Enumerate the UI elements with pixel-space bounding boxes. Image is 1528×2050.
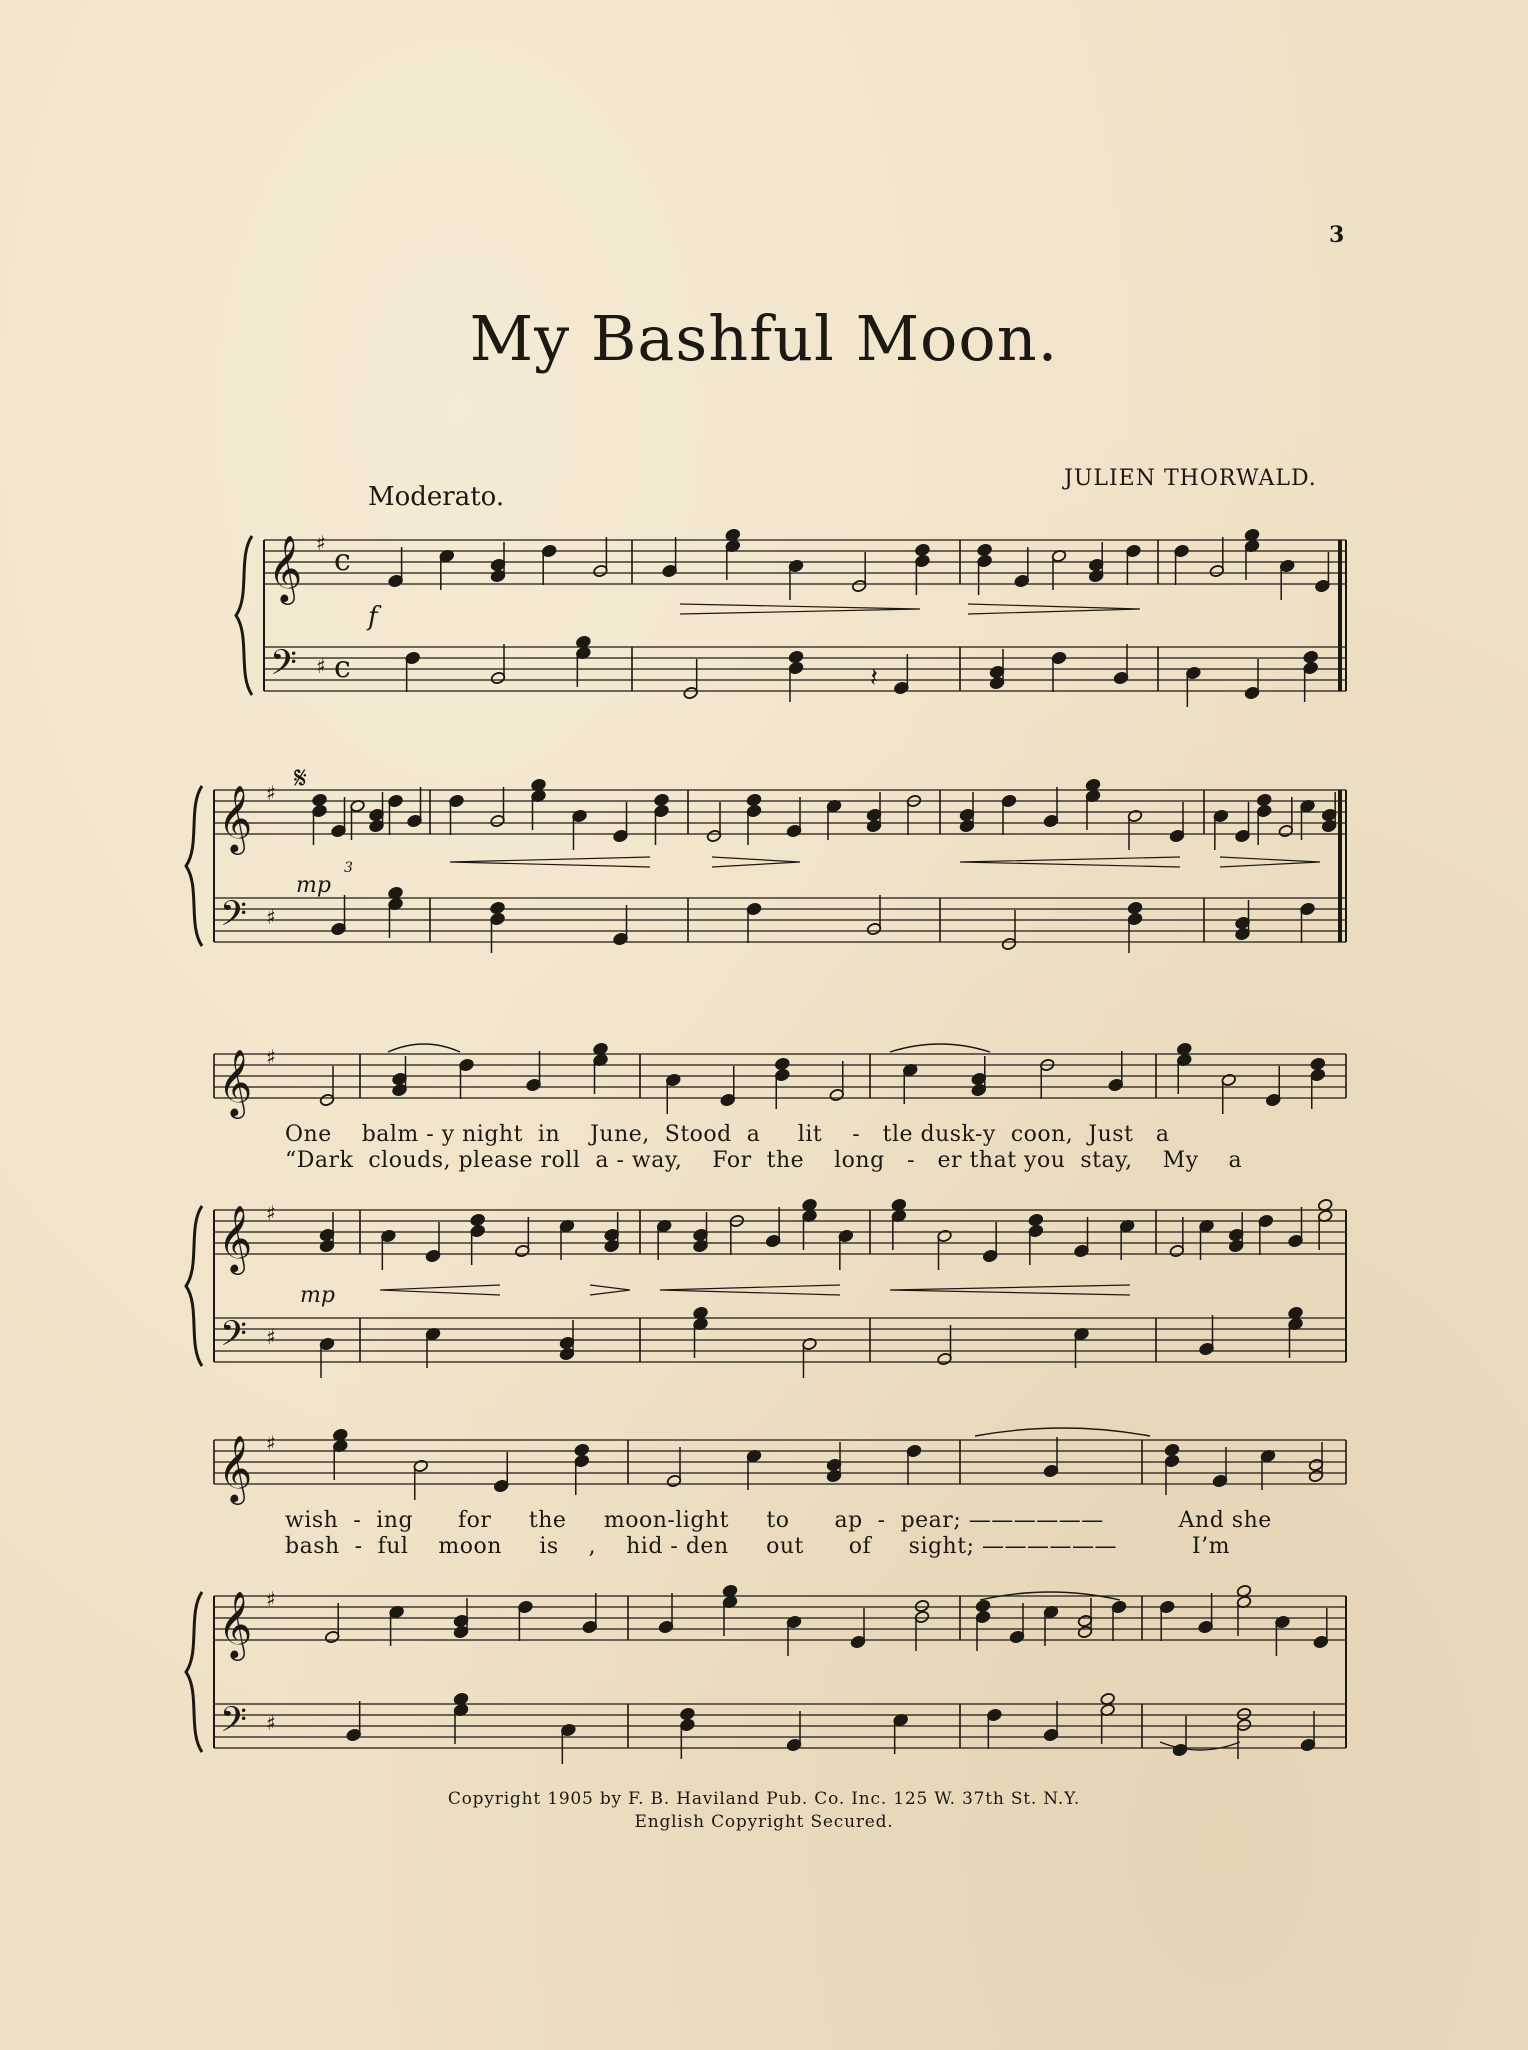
slur <box>975 1428 1150 1436</box>
slur <box>1160 1742 1240 1750</box>
note-head <box>915 543 930 556</box>
crescendo-mark <box>660 1285 840 1295</box>
note-head <box>1236 1707 1251 1720</box>
copyright-line: Copyright 1905 by F. B. Haviland Pub. Co. Inc. 125 W. 37th St. N.Y. <box>447 1789 1081 1809</box>
note-head <box>1028 1213 1043 1226</box>
decrescendo-mark <box>712 857 800 867</box>
treble-clef-icon: 𝄞 <box>218 1048 253 1116</box>
bass-clef-icon: 𝄢 <box>220 1699 248 1748</box>
note-head <box>312 793 327 806</box>
page-number: 3 <box>1329 222 1345 248</box>
bass-clef-icon: 𝄢 <box>270 642 298 691</box>
note-head <box>490 901 505 914</box>
note-head <box>680 1707 695 1720</box>
crescendo-mark <box>450 857 650 867</box>
common-time-icon: c <box>334 650 351 685</box>
sharp-icon: ♯ <box>266 1325 276 1349</box>
decrescendo-mark <box>680 604 920 614</box>
bass-clef-icon: 𝄢 <box>220 893 248 942</box>
tempo-marking: Moderato. <box>368 482 505 512</box>
song-title: My Bashful Moon. <box>469 302 1059 375</box>
treble-clef-icon: 𝄞 <box>268 534 303 602</box>
sharp-icon: ♯ <box>266 905 276 929</box>
brace <box>186 1206 202 1366</box>
decrescendo-mark <box>590 1285 630 1295</box>
treble-clef-icon: 𝄞 <box>218 1204 253 1272</box>
copyright-secured-line: English Copyright Secured. <box>634 1812 894 1832</box>
note-head <box>775 1057 790 1070</box>
forte-mark: f <box>368 602 378 632</box>
lyric-verse2-line2: bash - ful moon is , hid - den out of sight; —————— I’m <box>285 1534 1230 1559</box>
note-head <box>1164 1443 1179 1456</box>
crescendo-mark <box>890 1285 1130 1295</box>
brace <box>186 786 202 946</box>
mezzo-piano-mark: mp <box>300 1283 335 1308</box>
copyright-notice <box>0 1788 1528 1834</box>
sharp-icon: ♯ <box>266 1587 276 1611</box>
note-head <box>914 1599 929 1612</box>
note-head <box>977 543 992 556</box>
composer-name: JULIEN THORWALD. <box>1064 466 1317 491</box>
lyric-verse1-line1: One balm - y night in June, Stood a lit - tle dusk-y coon, Just a <box>285 1122 1170 1147</box>
bass-clef-icon: 𝄢 <box>220 1313 248 1362</box>
common-time-icon: c <box>334 543 351 578</box>
decrescendo-mark <box>1220 857 1320 867</box>
note-head <box>470 1213 485 1226</box>
note-head <box>1127 901 1142 914</box>
note-head <box>1303 650 1318 663</box>
triplet-mark: 3 <box>344 860 353 876</box>
mezzo-piano-mark: mp <box>296 873 331 898</box>
crescendo-mark <box>380 1285 500 1295</box>
note-head <box>788 650 803 663</box>
sharp-icon: ♯ <box>266 781 276 805</box>
note-head <box>975 1599 990 1612</box>
treble-clef-icon: 𝄞 <box>218 784 253 852</box>
brace <box>186 1592 202 1752</box>
note-head <box>1310 1057 1325 1070</box>
segno-icon: 𝄋 <box>294 761 307 796</box>
slur <box>388 1044 460 1052</box>
treble-clef-icon: 𝄞 <box>218 1590 253 1658</box>
sharp-icon: ♯ <box>266 1201 276 1225</box>
slur <box>890 1044 990 1052</box>
note-head <box>1256 793 1271 806</box>
sharp-icon: ♯ <box>316 654 326 678</box>
brace <box>236 536 252 695</box>
note-head <box>746 793 761 806</box>
lyric-verse2-line1: “Dark clouds, please roll a - way, For the long - er that you stay, My a <box>285 1148 1243 1173</box>
lyric-verse1-line2: wish - ing for the moon-light to ap - pear; —————— And she <box>285 1508 1272 1533</box>
note-head <box>654 793 669 806</box>
decrescendo-mark <box>968 604 1140 614</box>
sharp-icon: ♯ <box>266 1711 276 1735</box>
sharp-icon: ♯ <box>266 1045 276 1069</box>
treble-clef-icon: 𝄞 <box>218 1434 253 1502</box>
sharp-icon: ♯ <box>266 1431 276 1455</box>
sharp-icon: ♯ <box>316 531 326 555</box>
quarter-rest-icon: 𝄽 <box>870 663 878 693</box>
crescendo-mark <box>960 857 1180 867</box>
note-head <box>574 1443 589 1456</box>
